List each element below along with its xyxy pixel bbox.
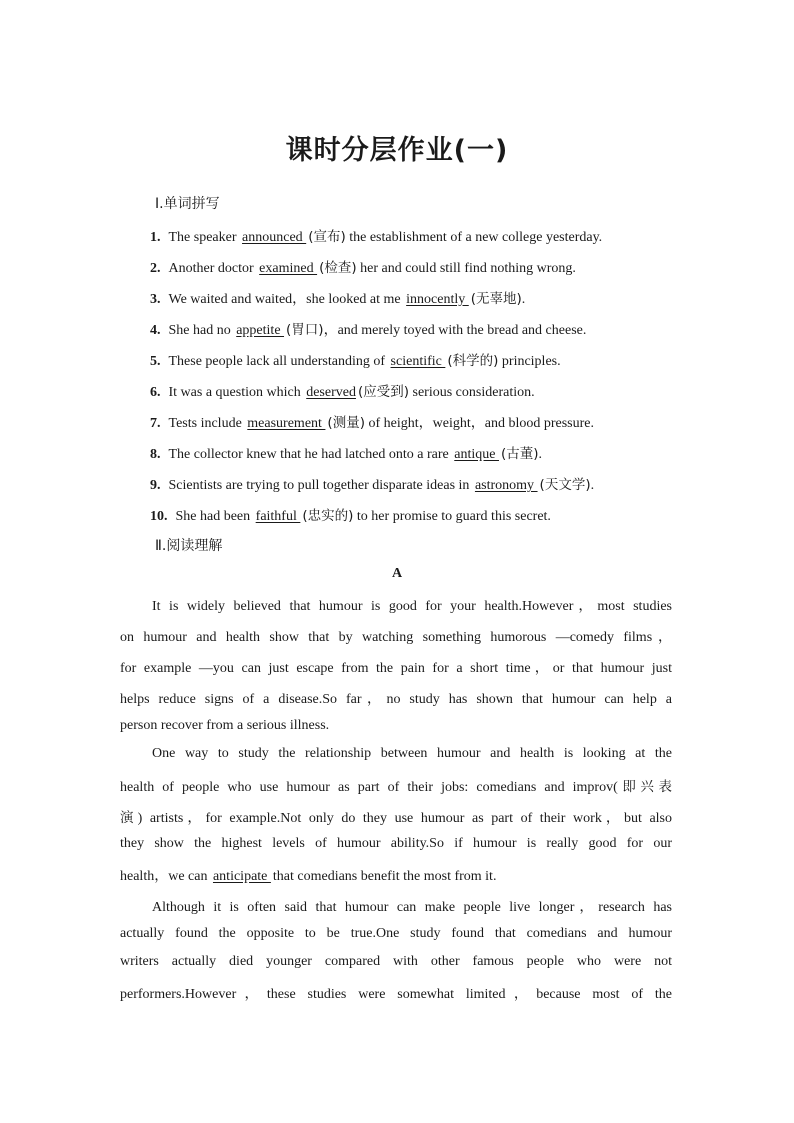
- chinese-hint: (胃口): [286, 322, 324, 338]
- page-title: 课时分层作业(一): [285, 135, 509, 166]
- passage-line-text: health，we can: [120, 869, 211, 884]
- exercise-item: [150, 380, 535, 401]
- passage-line-text: that comedians benefit the most from it.: [272, 869, 497, 884]
- chinese-hint: (无辜地): [470, 291, 522, 307]
- passage-line: for example —you can just escape from the pain for a short time，or that humour just: [120, 661, 672, 676]
- chinese-hint: (检查): [319, 260, 357, 276]
- answer-word: appetite: [236, 323, 285, 338]
- exercise-item: [150, 442, 542, 463]
- chinese-hint: (古董): [500, 446, 539, 462]
- answer-word: announced: [242, 230, 307, 245]
- item-text-before: Another doctor: [168, 261, 258, 276]
- answer-word: deserved: [306, 385, 356, 400]
- exercise-item: [150, 225, 602, 246]
- item-text-after: of height，weight，and blood pressure.: [364, 416, 594, 431]
- passage-line: [120, 775, 672, 796]
- passage-line: on humour and health show that by watching something humorous —comedy films，: [120, 630, 672, 645]
- chinese-hint: (忠实的): [302, 508, 354, 524]
- item-text-after: serious consideration.: [409, 385, 535, 400]
- item-text-before: Scientists are trying to pull together disparate ideas in: [168, 478, 473, 493]
- item-number: 9.: [150, 478, 161, 493]
- item-text-before: These people lack all understanding of: [168, 354, 389, 369]
- item-number: 10.: [150, 509, 168, 524]
- passage-line: [120, 865, 672, 885]
- chinese-hint: (应受到): [357, 384, 410, 400]
- item-text-after: her and could still find nothing wrong.: [356, 261, 576, 276]
- chinese-gloss: 演: [120, 810, 138, 826]
- passage-line: actually found the opposite to be true.One study found that comedians and humour: [120, 926, 672, 941]
- item-text-after: .: [538, 447, 543, 462]
- item-text-before: She had been: [175, 509, 254, 524]
- item-text-after: to her promise to guard this secret.: [353, 509, 551, 524]
- exercise-item: [150, 411, 594, 432]
- exercise-item: [150, 473, 594, 494]
- passage-line-text: ) artists，for example.Not only do they use humour as part of their work，but also: [137, 811, 673, 826]
- passage-heading: A: [391, 566, 403, 581]
- answer-word: measurement: [247, 416, 326, 431]
- item-number: 1.: [150, 230, 161, 245]
- answer-word: innocently: [406, 292, 469, 307]
- passage-line: writers actually died younger compared with other famous people who were not: [120, 954, 672, 969]
- item-number: 8.: [150, 447, 161, 462]
- answer-word: antique: [454, 447, 499, 462]
- section-heading-spelling: Ⅰ.单词拼写: [155, 196, 220, 212]
- exercise-item: [150, 287, 525, 308]
- chinese-hint: (天文学): [539, 477, 591, 493]
- item-text-after: ，and merely toyed with the bread and cheese.: [323, 323, 587, 338]
- item-text-before: We waited and waited，she looked at me: [168, 292, 405, 307]
- passage-line-text: health of people who use humour as part of their jobs: comedians and improv(: [120, 780, 618, 795]
- item-number: 2.: [150, 261, 161, 276]
- section-heading-reading: Ⅱ.阅读理解: [155, 538, 223, 554]
- item-text-after: principles.: [498, 354, 561, 369]
- chinese-hint: (科学的): [447, 353, 499, 369]
- chinese-hint: (测量): [327, 415, 365, 431]
- passage-line: One way to study the relationship between humour and health is looking at the: [152, 746, 672, 761]
- item-number: 4.: [150, 323, 161, 338]
- exercise-item: [150, 504, 551, 525]
- exercise-item: [150, 318, 586, 339]
- answer-word: anticipate: [212, 869, 271, 884]
- answer-word: examined: [259, 261, 318, 276]
- exercise-item: [150, 256, 576, 277]
- passage-line: [120, 806, 672, 827]
- item-number: 5.: [150, 354, 161, 369]
- answer-word: astronomy: [474, 478, 538, 493]
- passage-line: helps reduce signs of a disease.So far，no study has shown that humour can help a: [120, 692, 672, 707]
- item-text-before: The collector knew that he had latched onto a rare: [168, 447, 453, 462]
- passage-line: person recover from a serious illness.: [120, 718, 330, 733]
- item-text-before: She had no: [168, 323, 235, 338]
- item-text-after: .: [521, 292, 526, 307]
- item-text-before: The speaker: [168, 230, 241, 245]
- passage-line: It is widely believed that humour is good for your health.However，most studies: [152, 599, 672, 614]
- passage-line: Although it is often said that humour can make people live longer，research has: [152, 900, 672, 915]
- chinese-gloss: 即兴表: [617, 779, 672, 795]
- passage-line: performers.However，these studies were somewhat limited，because most of the: [120, 987, 672, 1002]
- answer-word: faithful: [255, 509, 301, 524]
- item-text-after: .: [590, 478, 595, 493]
- item-text-after: the establishment of a new college yesterday.: [345, 230, 603, 245]
- passage-line: they show the highest levels of humour ability.So if humour is really good for our: [120, 836, 672, 851]
- item-number: 7.: [150, 416, 161, 431]
- item-number: 3.: [150, 292, 161, 307]
- chinese-hint: (宣布): [308, 229, 346, 245]
- answer-word: scientific: [390, 354, 446, 369]
- exercise-item: [150, 349, 561, 370]
- item-text-before: It was a question which: [168, 385, 305, 400]
- item-text-before: Tests include: [168, 416, 246, 431]
- item-number: 6.: [150, 385, 161, 400]
